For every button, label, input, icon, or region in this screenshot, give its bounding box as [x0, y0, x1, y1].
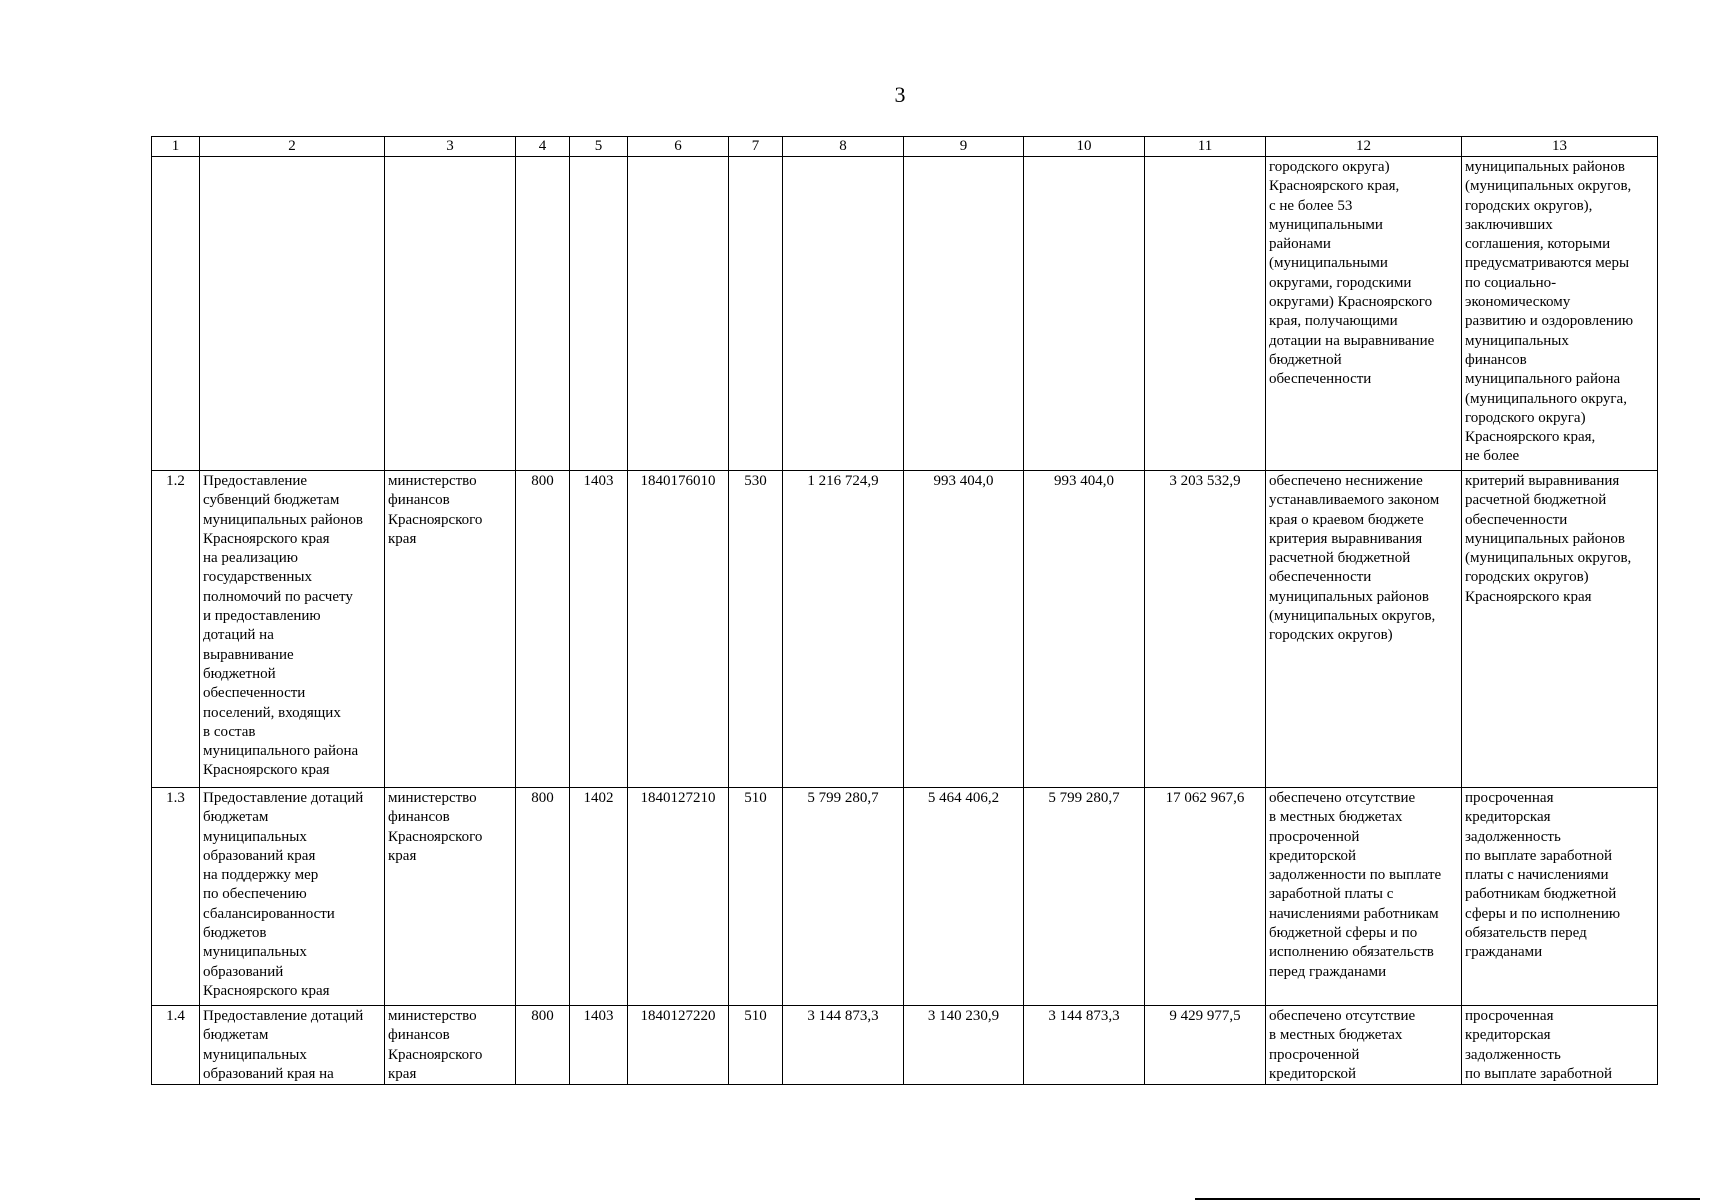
amount-cell: 3 140 230,9	[904, 1006, 1024, 1085]
code-cell	[628, 157, 729, 471]
code-cell	[570, 157, 628, 471]
expected-result-cell: обеспечено отсутствие в местных бюджетах просроченной кредиторской задолженности по выплате заработной платы с начислениями работникам бюджетной сферы и по исполнению обязательств перед гражданами	[1266, 788, 1462, 1006]
column-header: 10	[1024, 137, 1145, 157]
code-cell: 530	[729, 471, 783, 788]
column-header: 2	[200, 137, 385, 157]
amount-cell	[904, 157, 1024, 471]
agency-cell: министерство финансов Красноярского края	[385, 788, 516, 1006]
amount-cell: 3 144 873,3	[783, 1006, 904, 1085]
table-row	[152, 471, 1658, 788]
column-header: 4	[516, 137, 570, 157]
code-cell: 1403	[570, 1006, 628, 1085]
expected-result-cell: обеспечено отсутствие в местных бюджетах просроченной кредиторской	[1266, 1006, 1462, 1085]
code-cell	[516, 157, 570, 471]
expected-result-cell: обеспечено неснижение устанавливаемого законом края о краевом бюджете критерия выравнивания расчетной бюджетной обеспеченности муниципальных районов (муниципальных округов, городских округов)	[1266, 471, 1462, 788]
code-cell: 1840127220	[628, 1006, 729, 1085]
agency-cell: министерство финансов Красноярского края	[385, 471, 516, 788]
code-cell: 1402	[570, 788, 628, 1006]
indicator-cell: муниципальных районов (муниципальных округов, городских округов), заключивших соглашения, которыми предусматриваются меры по социально- экономическому развитию и оздоровлению муниципальных финансов муниципального района (муниципального округа, городского округа) Красноярского края, не более	[1462, 157, 1658, 471]
amount-cell: 1 216 724,9	[783, 471, 904, 788]
amount-cell: 9 429 977,5	[1145, 1006, 1266, 1085]
column-header: 12	[1266, 137, 1462, 157]
row-number-cell	[152, 157, 200, 471]
table-row	[152, 1006, 1658, 1085]
column-header: 5	[570, 137, 628, 157]
code-cell	[729, 157, 783, 471]
amount-cell	[1024, 157, 1145, 471]
code-cell: 1840127210	[628, 788, 729, 1006]
table-row	[152, 157, 1658, 471]
column-header: 11	[1145, 137, 1266, 157]
table-row	[152, 788, 1658, 1006]
agency-cell: министерство финансов Красноярского края	[385, 1006, 516, 1085]
column-number-row	[152, 137, 1658, 157]
amount-cell: 5 799 280,7	[1024, 788, 1145, 1006]
code-cell: 510	[729, 788, 783, 1006]
column-header: 9	[904, 137, 1024, 157]
code-cell: 800	[516, 1006, 570, 1085]
activity-name-cell: Предоставление дотаций бюджетам муниципальных образований края на	[200, 1006, 385, 1085]
indicator-cell: критерий выравнивания расчетной бюджетной обеспеченности муниципальных районов (муниципальных округов, городских округов) Красноярского края	[1462, 471, 1658, 788]
activity-name-cell: Предоставление субвенций бюджетам муниципальных районов Красноярского края на реализацию государственных полномочий по расчету и предоставлению дотаций на выравнивание бюджетной обеспеченности поселений, входящих в состав муниципального района Красноярского края	[200, 471, 385, 788]
code-cell: 510	[729, 1006, 783, 1085]
indicator-cell: просроченная кредиторская задолженность по выплате заработной платы с начислениями работникам бюджетной сферы и по исполнению обязательств перед гражданами	[1462, 788, 1658, 1006]
amount-cell: 5 464 406,2	[904, 788, 1024, 1006]
budget-table	[151, 136, 1658, 1085]
code-cell: 1403	[570, 471, 628, 788]
amount-cell: 5 799 280,7	[783, 788, 904, 1006]
row-number-cell: 1.3	[152, 788, 200, 1006]
amount-cell: 3 144 873,3	[1024, 1006, 1145, 1085]
column-header: 6	[628, 137, 729, 157]
activity-name-cell: Предоставление дотаций бюджетам муниципальных образований края на поддержку мер по обеспечению сбалансированности бюджетов муниципальных образований Красноярского края	[200, 788, 385, 1006]
agency-cell	[385, 157, 516, 471]
amount-cell	[783, 157, 904, 471]
code-cell: 800	[516, 471, 570, 788]
column-header: 8	[783, 137, 904, 157]
activity-name-cell	[200, 157, 385, 471]
page-number: 3	[894, 82, 906, 107]
row-number-cell: 1.4	[152, 1006, 200, 1085]
amount-cell: 3 203 532,9	[1145, 471, 1266, 788]
column-header: 1	[152, 137, 200, 157]
code-cell: 1840176010	[628, 471, 729, 788]
indicator-cell: просроченная кредиторская задолженность по выплате заработной	[1462, 1006, 1658, 1085]
amount-cell: 993 404,0	[1024, 471, 1145, 788]
column-header: 3	[385, 137, 516, 157]
amount-cell: 993 404,0	[904, 471, 1024, 788]
amount-cell: 17 062 967,6	[1145, 788, 1266, 1006]
amount-cell	[1145, 157, 1266, 471]
column-header: 7	[729, 137, 783, 157]
expected-result-cell: городского округа) Красноярского края, с не более 53 муниципальными районами (муниципальными округами, городскими округами) Красноярского края, получающими дотации на выравнивание бюджетной обеспеченности	[1266, 157, 1462, 471]
code-cell: 800	[516, 788, 570, 1006]
row-number-cell: 1.2	[152, 471, 200, 788]
column-header: 13	[1462, 137, 1658, 157]
